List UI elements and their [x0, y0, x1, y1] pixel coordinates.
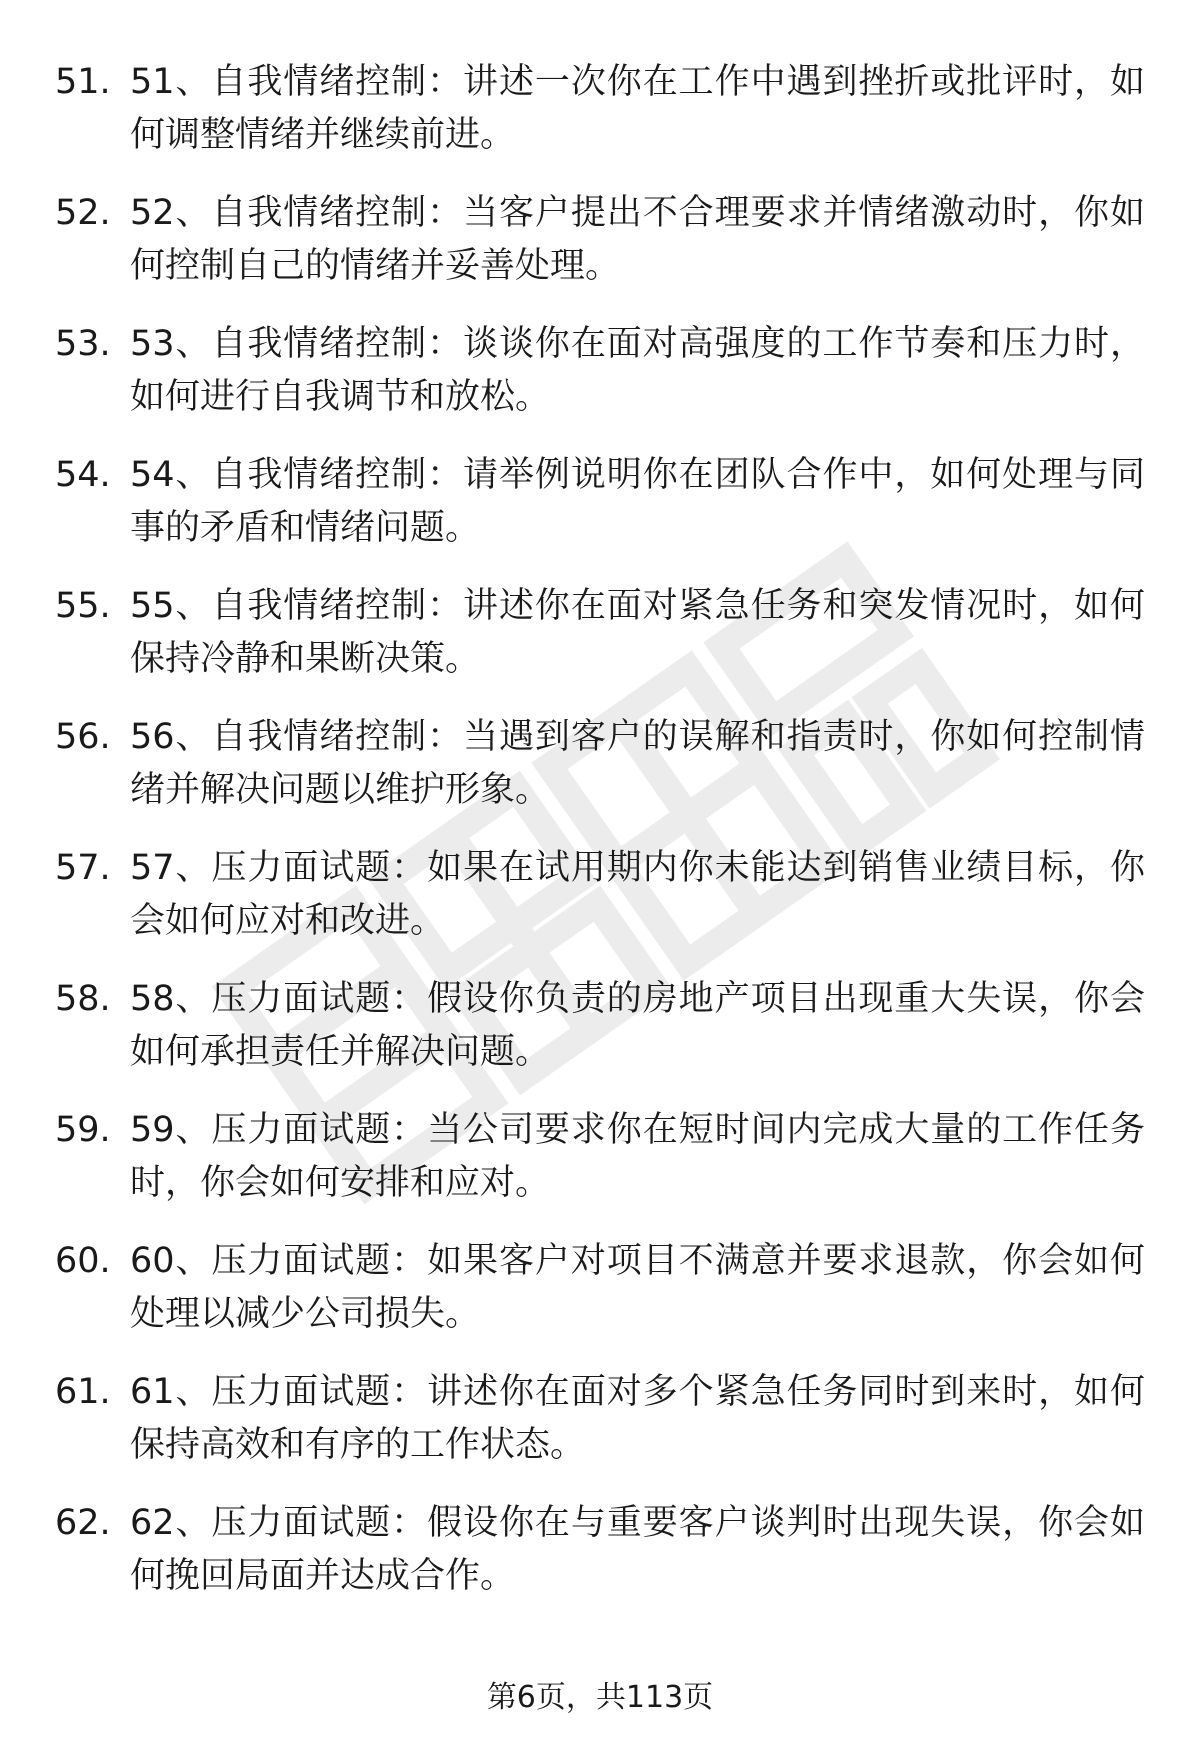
question-number: 58. [55, 979, 111, 1019]
question-number: 52. [55, 193, 111, 233]
list-item [0, 580, 1200, 711]
question-text: 53、自我情绪控制：谈谈你在面对高强度的工作节奏和压力时，如何进行自我调节和放松。 [130, 324, 1145, 417]
question-text: 60、压力面试题：如果客户对项目不满意并要求退款，你会如何处理以减少公司损失。 [130, 1241, 1145, 1334]
list-item [0, 318, 1200, 449]
question-number: 54. [55, 455, 111, 495]
question-number: 56. [55, 717, 111, 757]
question-text: 62、压力面试题：假设你在与重要客户谈判时出现失误，你会如何挽回局面并达成合作。 [130, 1503, 1145, 1596]
list-item [0, 1366, 1200, 1497]
page-footer: 第6页，共113页 [486, 1680, 714, 1715]
question-number: 57. [55, 848, 111, 888]
question-number: 61. [55, 1372, 111, 1412]
list-item [0, 1235, 1200, 1366]
question-text: 58、压力面试题：假设你负责的房地产项目出现重大失误，你会如何承担责任并解决问题。 [130, 979, 1145, 1072]
question-number: 59. [55, 1110, 111, 1150]
question-number: 62. [55, 1503, 111, 1543]
question-number: 53. [55, 324, 111, 364]
list-item [0, 449, 1200, 580]
list-item [0, 973, 1200, 1104]
question-text: 55、自我情绪控制：讲述你在面对紧急任务和突发情况时，如何保持冷静和果断决策。 [130, 586, 1145, 679]
question-text: 56、自我情绪控制：当遇到客户的误解和指责时，你如何控制情绪并解决问题以维护形象。 [130, 717, 1145, 810]
list-item [0, 187, 1200, 318]
list-item [0, 711, 1200, 842]
list-item [0, 1497, 1200, 1628]
question-number: 55. [55, 586, 111, 626]
question-text: 51、自我情绪控制：讲述一次你在工作中遇到挫折或批评时，如何调整情绪并继续前进。 [130, 62, 1145, 155]
question-text: 57、压力面试题：如果在试用期内你未能达到销售业绩目标，你会如何应对和改进。 [130, 848, 1145, 941]
question-text: 59、压力面试题：当公司要求你在短时间内完成大量的工作任务时，你会如何安排和应对。 [130, 1110, 1145, 1203]
question-text: 54、自我情绪控制：请举例说明你在团队合作中，如何处理与同事的矛盾和情绪问题。 [130, 455, 1145, 548]
list-item [0, 842, 1200, 973]
list-item [0, 56, 1200, 187]
question-number: 60. [55, 1241, 111, 1281]
list-item [0, 1104, 1200, 1235]
question-list [0, 56, 1200, 1628]
question-text: 52、自我情绪控制：当客户提出不合理要求并情绪激动时，你如何控制自己的情绪并妥善处理。 [130, 193, 1145, 286]
question-number: 51. [55, 62, 111, 102]
question-text: 61、压力面试题：讲述你在面对多个紧急任务同时到来时，如何保持高效和有序的工作状态。 [130, 1372, 1145, 1465]
